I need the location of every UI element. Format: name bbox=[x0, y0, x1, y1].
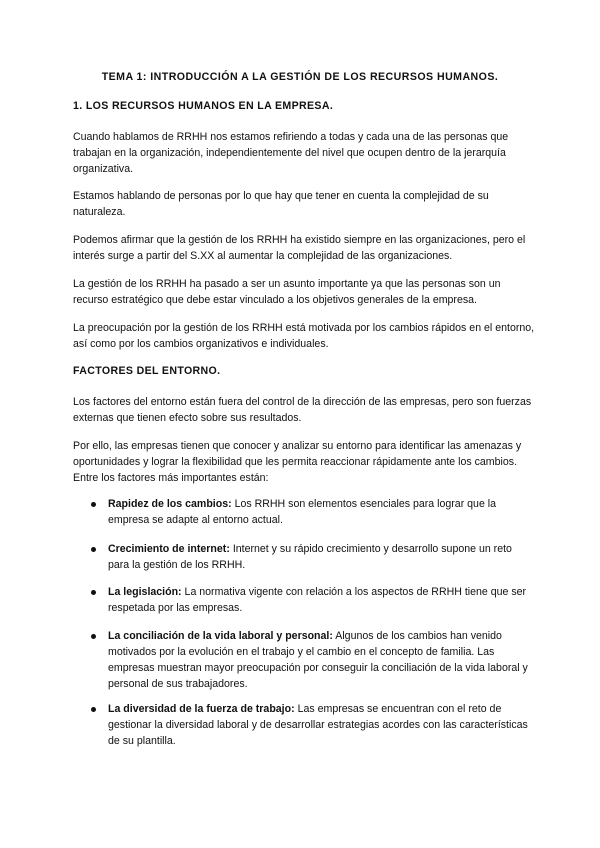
bullet-dot-icon bbox=[91, 590, 96, 595]
list-item-text: Internet y su rápido crecimiento y desarrollo supone un reto para la gestión de los RRHH. bbox=[108, 543, 512, 571]
list-item-text: Los RRHH son elementos esenciales para lograr que la empresa se adapte al entorno actual. bbox=[108, 498, 497, 526]
list-item-text: Algunos de los cambios han venido motivados por la evolución en el trabajo y el cambio en el concepto de familia. Las empresas muestran mayor preocupación por conseguir la conciliación de la vida laboral y personal de sus trabajadores. bbox=[108, 630, 528, 690]
list-item-term: Crecimiento de internet: bbox=[108, 543, 230, 555]
bullet-dot-icon bbox=[91, 707, 96, 712]
list-item bbox=[108, 701, 528, 749]
paragraph: Por ello, las empresas tienen que conocer y analizar su entorno para identificar las amenazas y oportunidades y lograr la flexibilidad que les permita reaccionar rápidamente ante los cambios. Entre los factores más importantes están: bbox=[73, 440, 522, 484]
paragraph: La preocupación por la gestión de los RRHH está motivada por los cambios rápidos en el entorno, así como por los cambios organizativos e individuales. bbox=[73, 322, 535, 350]
paragraph: La gestión de los RRHH ha pasado a ser un asunto importante ya que las personas son un recurso estratégico que debe estar vinculado a los objetivos generales de la empresa. bbox=[73, 278, 501, 306]
section-heading: FACTORES DEL ENTORNO. bbox=[73, 365, 221, 377]
list-item-term: La conciliación de la vida laboral y personal: bbox=[108, 630, 333, 642]
list-item-text: La normativa vigente con relación a los aspectos de RRHH tiene que ser respetada por las empresas. bbox=[108, 586, 527, 614]
list-item bbox=[108, 541, 528, 573]
document-title: TEMA 1: INTRODUCCIÓN A LA GESTIÓN DE LOS RECURSOS HUMANOS. bbox=[101, 71, 499, 83]
list-item bbox=[108, 496, 528, 528]
section-heading: 1. LOS RECURSOS HUMANOS EN LA EMPRESA. bbox=[73, 100, 334, 112]
bullet-dot-icon bbox=[91, 547, 96, 552]
list-item-text: Las empresas se encuentran con el reto de gestionar la diversidad laboral y de desarrollar estrategias acordes con las características de su plantilla. bbox=[108, 703, 528, 747]
paragraph: Estamos hablando de personas por lo que hay que tener en cuenta la complejidad de su naturaleza. bbox=[73, 190, 489, 218]
list-item bbox=[108, 584, 528, 616]
list-item-term: La diversidad de la fuerza de trabajo: bbox=[108, 703, 295, 715]
bullet-dot-icon bbox=[91, 634, 96, 639]
paragraph: Podemos afirmar que la gestión de los RRHH ha existido siempre en las organizaciones, pero el interés surge a partir del S.XX al aumentar la complejidad de las organizaciones. bbox=[73, 234, 526, 262]
bullet-dot-icon bbox=[91, 502, 96, 507]
list-item bbox=[108, 628, 528, 692]
list-item-term: Rapidez de los cambios: bbox=[108, 498, 232, 510]
paragraph: Los factores del entorno están fuera del control de la dirección de las empresas, pero son fuerzas externas que tienen efecto sobre sus resultados. bbox=[73, 396, 532, 424]
paragraph: Cuando hablamos de RRHH nos estamos refiriendo a todas y cada una de las personas que trabajan en la organización, independientemente del nivel que ocupen dentro de la jerarquía organizativa. bbox=[73, 131, 509, 175]
list-item-term: La legislación: bbox=[108, 586, 182, 598]
